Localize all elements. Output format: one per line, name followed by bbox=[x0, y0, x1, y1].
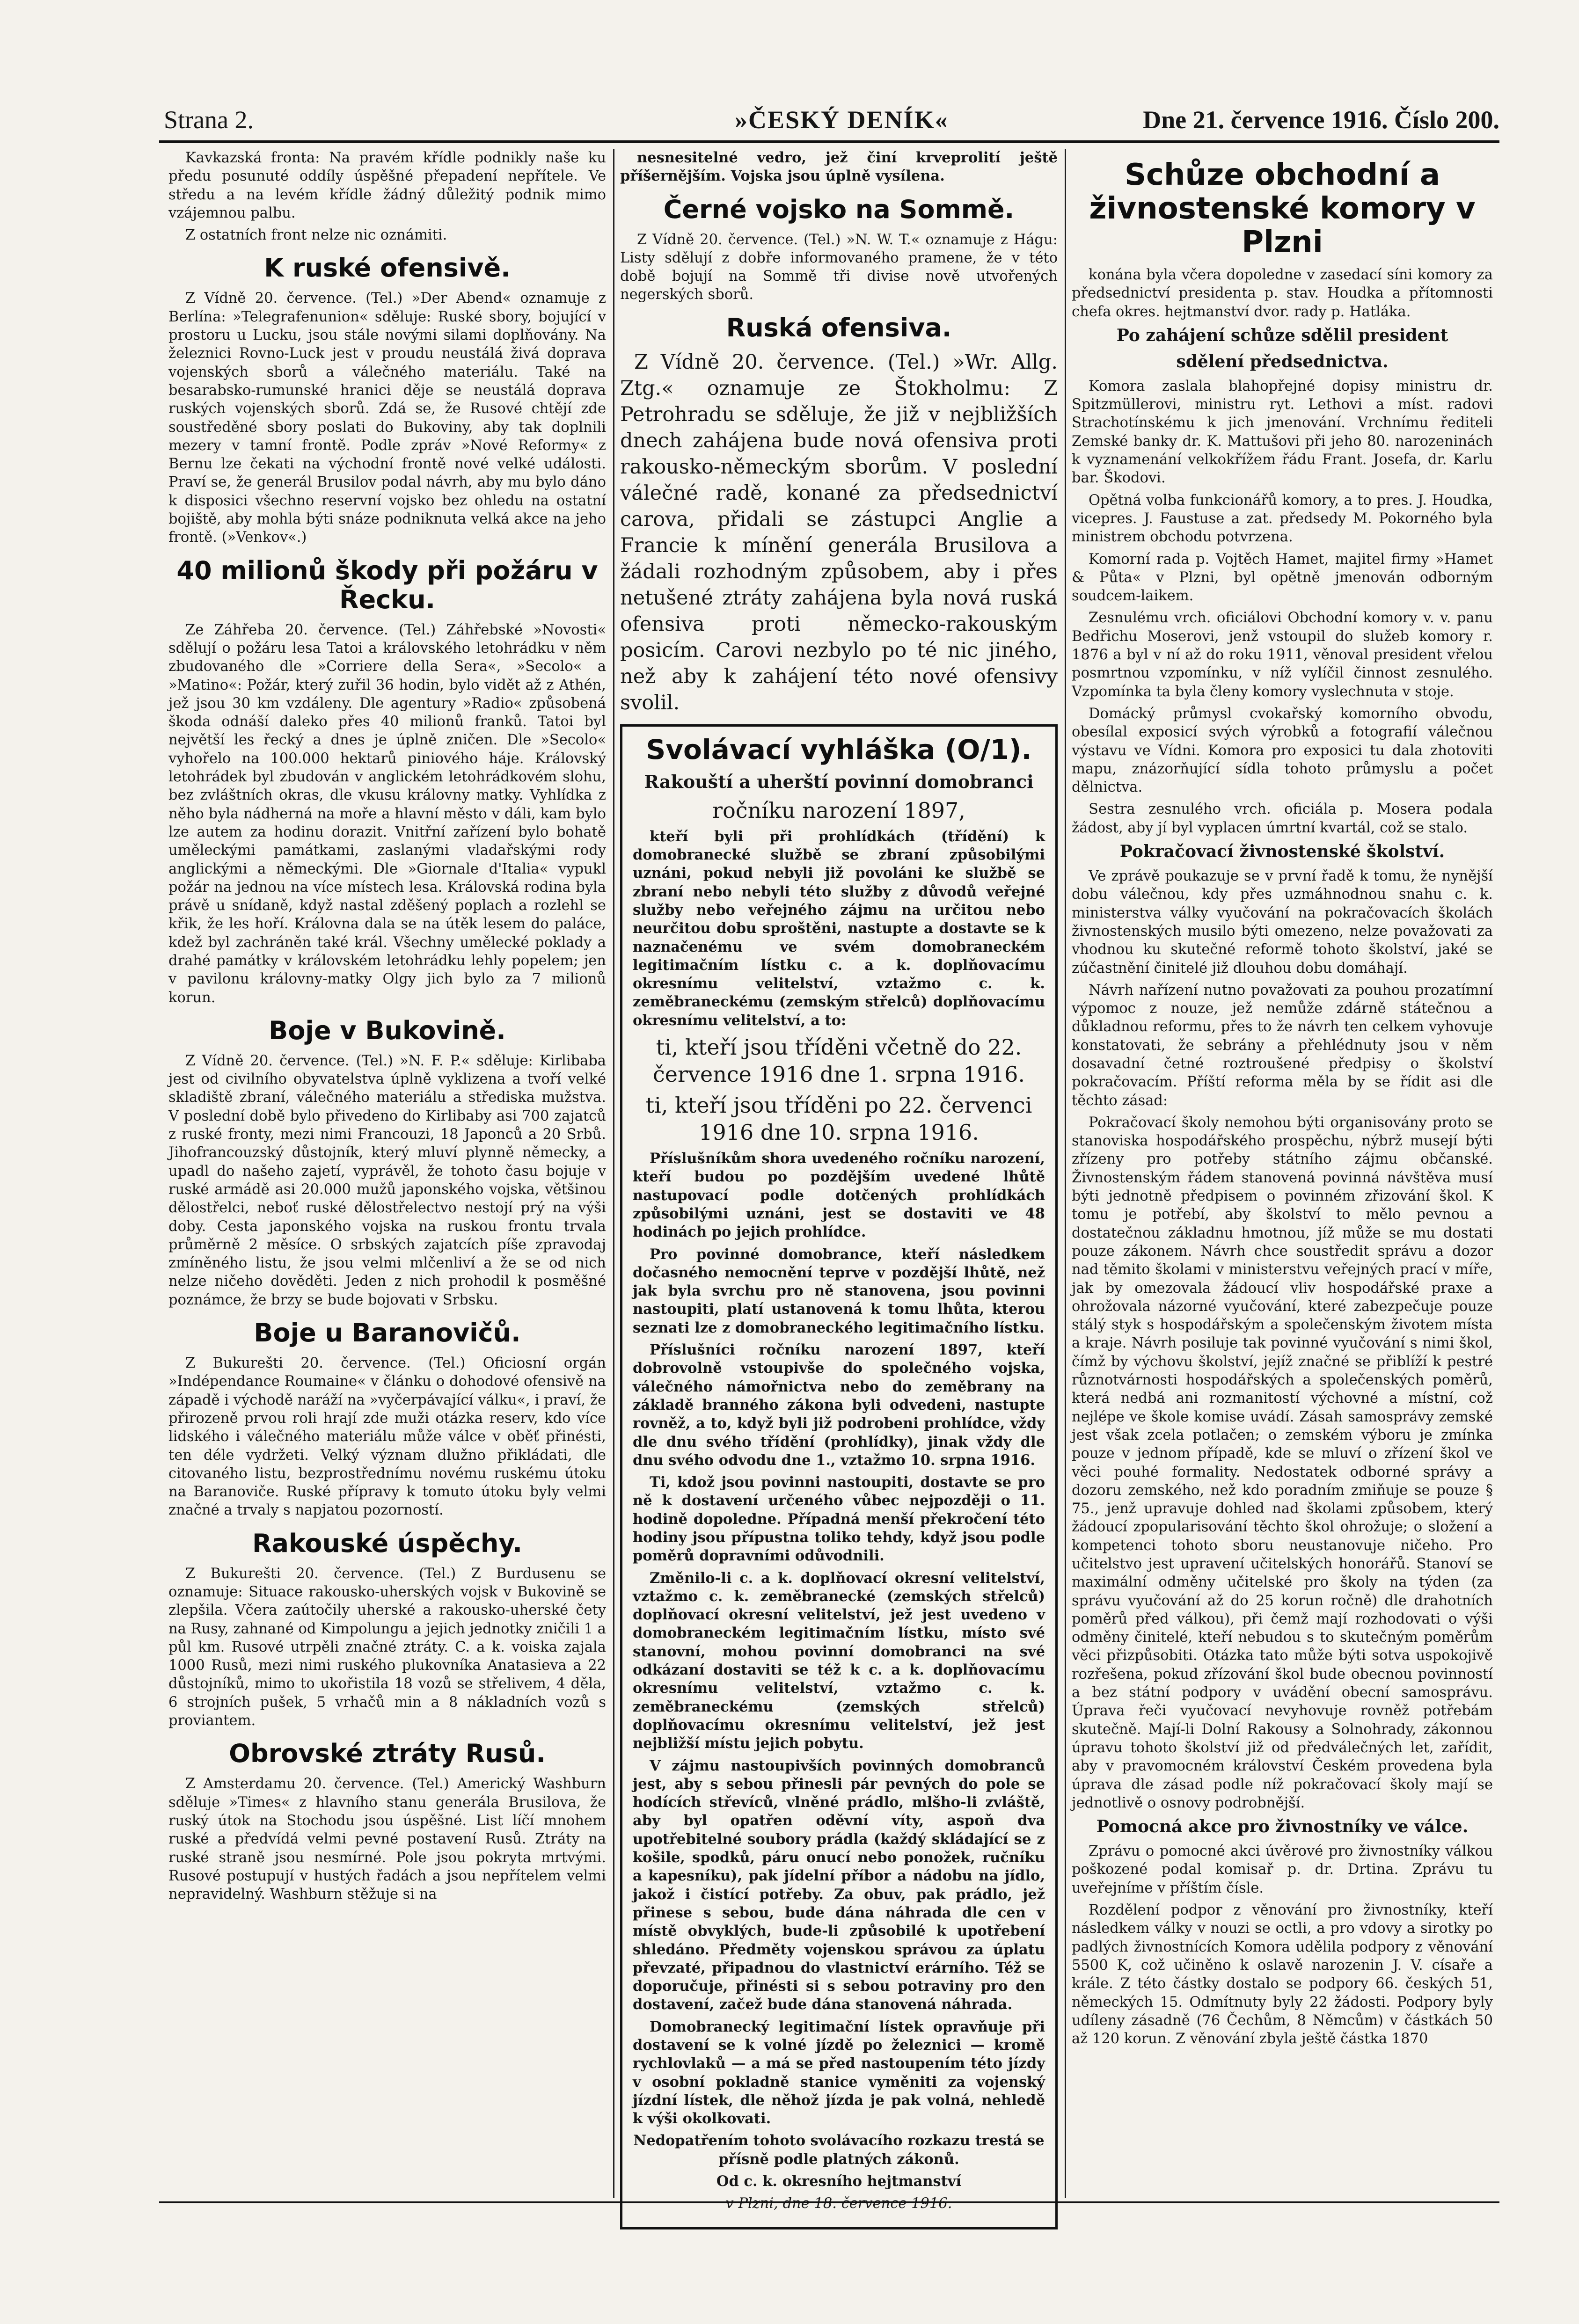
article-uspechy-body: Z Bukurešti 20. července. (Tel.) Z Burdusenu se oznamuje: Situace rakousko-uherských vojsk v Bukovině se zlepšila. Včera zaútočily uherské a rakousko-uherské čety na Rusy, zahnané od Kimpolungu a jejich jednotky zničili 1 a půl km. Rusové utrpěli značné ztráty. C. a k. voiska zajala 1000 Rusů, mezi nimi ruského plukovníka Anatasieva a 22 důstojníků, mimo to ukořistila 18 vozů se střelivem, 4 děla, 6 strojních pušek, 5 vrhačů min a 8 nákladních vozů s proviantem. bbox=[168, 1565, 606, 1729]
schuze-paragraph-2: Komora zaslala blahopřejné dopisy ministru dr. Spitzmüllerovi, ministru ryt. Lethovi a míst. radovi Strachotínskému k jich jmenování. Vrchnímu řediteli Zemské banky dr. K. Mattušovi při jeho 80. narozeninách k vyznamenání velkokřížem řádu Frant. Josefa, dr. Karlu bar. Škodovi. bbox=[1072, 378, 1493, 487]
headline-pomocna-akce: Pomocná akce pro živnostníky ve válce. bbox=[1096, 1817, 1469, 1837]
skolstvi-paragraph-1: Ve zprávě poukazuje se v první řadě k tomu, že nynější dobu válečnou, kdy přes uzmáhnodnou snahu c. k. ministerstva války vyučování na pokračovacích školách živnostenských musilo býti omezeno, nelze považovati za vhodnou ku skutečné reformě tohoto školství, jaké se zúčastnění činitelé již dlouhou dobu domáhají. bbox=[1072, 868, 1493, 976]
notice-lead-2: ročníku narození 1897, bbox=[712, 797, 965, 823]
schuze-subheading-1: Po zahájení schůze sdělil president bbox=[1116, 325, 1448, 345]
notice-paragraph-1: kteří byli při prohlídkách (třídění) k domobranecké službě se zbraní způsobilými uznáni, pokud nebyli již povoláni ke službě se zbraní nebo nebyli této služby z důvodů veřejné služby nebo veřejného zájmu na určitou nebo neurčitou dobu sproštěni, nastupte a dostavte se k naznačenému ve svém domobraneckém legitimačním lístku c. a k. doplňovacímu okresnímu velitelství, vztažmo c. k. zeměbraneckému (zemským střelců) doplňovacímu okresnímu velitelství, a to: bbox=[633, 828, 1045, 1029]
notice-svolavaci-vyhlaska bbox=[620, 724, 1058, 2229]
headline-obrovske-ztraty: Obrovské ztráty Rusů. bbox=[229, 1739, 546, 1769]
headline-boje-v-bukovine: Boje v Bukovině. bbox=[269, 1015, 506, 1045]
notice-paragraph-4: Příslušníci ročníku narození 1897, kteří dobrovolně vstoupivše do společného vojska, válečného námořnictva nebo do zeměbrany na základě branného zákona byli odvedeni, nastupte rovněž, a to, když byli již podrobeni prohlídce, vždy dle dnu svého třídění (prohlídky), jinak vždy dle dnu svého odvodu dne 1., vztažmo 10. srpna 1916. bbox=[633, 1341, 1045, 1469]
schuze-subheading-2: sdělení předsednictva. bbox=[1176, 351, 1389, 372]
article-kavkaz-paragraph-2: Z ostatních front nelze nic oznámiti. bbox=[185, 227, 447, 244]
schuze-paragraph-3: Opětná volba funkcionářů komory, a to pres. J. Houdka, vicepres. J. Faustuse a zat. předsedy M. Pokorného byla ministrem obchodu potvrzena. bbox=[1072, 492, 1493, 546]
notice-place-date: v Plzni, dne 18. července 1916. bbox=[725, 2195, 952, 2212]
headline-boje-u-baranovicu: Boje u Baranovičů. bbox=[254, 1318, 521, 1348]
notice-paragraph-7: V zájmu nastoupivších povinných domobranců jest, aby s sebou přinesli pár pevných do pole se hodících střevíců, vlněné prádlo, mlšho-li zvláště, aby byl opatřen oděvní víty, aspoň dva upotřebitelné soubory prádla (každý skládající se z košile, spodků, páru onucí nebo ponožek, ručníku a kapesníku), pak jídelní příbor a nádobu na jídlo, jakož i čistící potřeby. Za obuv, pak prádlo, jež přinese s sebou, bude dána náhrada dle cen v místě obvyklých, bude-li způsobilé k upotřebení shledáno. Předměty vojenskou správou za úplatu převzaté, připadnou do vlastnictví erárního. Též se doporučuje, přinésti si s sebou potraviny pro den dostavení, začež bude dána stanovená náhrada. bbox=[633, 1757, 1045, 2013]
notice-title: Svolávací vyhláška (O/1). bbox=[646, 733, 1032, 765]
schuze-paragraph-7: Sestra zesnulého vrch. oficiála p. Mosera podala žádost, aby jí byl vyplacen úmrtní kvartál, což se stalo. bbox=[1072, 801, 1493, 836]
headline-rakouske-uspechy: Rakouské úspěchy. bbox=[252, 1528, 523, 1558]
notice-lead-1: Rakouští a uherští povinní domobranci bbox=[644, 771, 1034, 792]
headline-ruska-ofensiva: Ruská ofensiva. bbox=[726, 313, 952, 342]
bottom-rule bbox=[159, 2201, 1499, 2203]
headline-schuze-komory: Schůze obchodní a živnostenské komory v Plzni bbox=[1089, 158, 1476, 260]
headline-40-milionu: 40 milionů škody při požáru v Řecku. bbox=[176, 555, 598, 614]
article-somme-body: Z Vídně 20. července. (Tel.) »N. W. T.« oznamuje z Hágu: Listy sdělují z dobře informovaného pramene, že v této době bojují na Sommě tři divise nově utvořených negerských sborů. bbox=[620, 231, 1058, 303]
column-divider-2 bbox=[1065, 149, 1066, 2198]
schuze-paragraph-6: Domácký průmysl cvokařský komorního obvodu, obesílal exposicí svých výrobků a fotografií válečnou výstavu ve Vídni. Komora pro exposici tu dala zhotoviti mapu, znázorňující sídla tohoto průmyslu a počet dělnictva. bbox=[1072, 705, 1493, 796]
headline-k-ruske-ofensive: K ruské ofensivě. bbox=[264, 253, 511, 283]
article-pozar-body: Ze Záhřeba 20. července. (Tel.) Záhřebské »Novosti« sdělují o požáru lesa Tatoi a královského letohrádku v něm zbudovaného dle »Corriere della Sera«, »Secolo« a »Matino«: Požár, který zuřil 36 hodin, bylo vidět až z Athén, jež jsou 30 km vzdáleny. Dle agentury »Radio« způsobená škoda odnáší daleko přes 40 milionů franků. Tatoi byl největší les řecký a dnes je úplně zničen. Dle »Secolo« vyhořelo na 100.000 hektarů piniového háje. Královský letohrádek byl zbudován v anglickém letohrádkovém slohu, bez zvláštních okras, dle vkusu královny matky. Vyhlídka z něho byla nádherná na moře a hlavní město v dáli, kam bylo lze autem za hodinu dorazit. Vnitřní zařízení bylo bohatě uměleckými památkami, zaslanými vladařskými rody anglickými a německými. Dle »Giornale d'Italia« vypukl požár na jednou na více místech lesa. Královská rodina byla právě u snídaně, když nastal zděšený poplach a rozlehl se křik, že les hoří. Královna dala se na útěk lesem do paláce, kdež byl zachráněn také král. Všechny umělecké poklady a drahé památky v královském letohrádku lehly popelem; jen v pavilonu královny-matky Olgy jich bylo za 7 milionů korun. bbox=[168, 621, 606, 1006]
article-ruske-ofensive-body: Z Vídně 20. července. (Tel.) »Der Abend« oznamuje z Berlína: »Telegrafenunion« sděluje: Ruské sbory, bojující v prostoru u Lucku, jsou stále novými silami doplňovány. Na železnici Rovno-Luck jest v proudu neustálá živá doprava vojenských sborů a válečného materiálu. Také na besarabsko-rumunské hranici děje se neustálá doprava ruských vojenských sborů. Zdá se, že Rusové chtějí zde soustředěné sbory poslati do Bukoviny, aby tak doplnili mezery v tamní frontě. Podle zpráv »Nové Reformy« z Bernu lze čekati na východní frontě nové velké události. Praví se, že generál Brusilov podal návrh, aby mu bylo dáno k disposici všechno reservní vojsko bez ohledu na ostatní bojiště, aby mohla býti snáze podniknuta velká akce na jeho frontě. (»Venkov«.) bbox=[168, 290, 606, 546]
issue-date: Dne 21. července 1916. Číslo 200. bbox=[1143, 106, 1499, 134]
article-bukovina-body: Z Vídně 20. července. (Tel.) »N. F. P.« sděluje: Kirlibaba jest od civilního obyvatelstva úplně vyklizena a tvoří velké skladiště zbraní, válečného materiálu a střediska mužstva. V poslední době bylo přivedeno do Kirlibaby asi 700 zajatců z ruské fronty, mezi nimi Francouzi, 18 Japonců a 20 Srbů. Jihofrancouzský důstojník, který mluví plynně německy, a upadl do našeho zajetí, vyprávěl, že tohoto času bojuje v ruské armádě asi 20.000 mužů japonského vojska, většinou dělostřelci, neboť ruské dělostřelectvo nestojí prý na výši doby. Cesta japonského vojska na ruskou frontu trvala průměrně 2 měsíce. O srbských zajatcích píše zpravodaj zmíněného listu, že jsou velmi mlčenliví a že se od nich nelze ničeho dověděti. Jeden z nich prohodil k posměšné poznámce, že brzy se bude bojovati v Srbsku. bbox=[168, 1052, 606, 1308]
column-2 bbox=[620, 149, 1058, 2212]
article-ztraty-body: Z Amsterdamu 20. července. (Tel.) Americký Washburn sděluje »Times« z hlavního stanu generála Brusilova, že ruský útok na Stochodu jsou úspěšné. List líčí mnohem ruské a předvídá velmi pevné postavení Rusů. Ztráty na ruské straně jsou nesmírné. Pole jsou pokryta mrtvými. Rusové postupují v hustých řadách a jsou nepřítelem velmi nepravidelný. Washburn stěžuje si na bbox=[168, 1776, 606, 1903]
headline-cerne-vojsko: Černé vojsko na Sommě. bbox=[663, 194, 1015, 224]
notice-date-2: ti, kteří jsou tříděni po 22. červenci 1916 dne 10. srpna 1916. bbox=[645, 1093, 1032, 1145]
notice-paragraph-5: Ti, kdož jsou povinni nastoupiti, dostavte se pro ně k dostavení určeného vůbec nejpozději o 11. hodině dopoledne. Případná menší překročení této hodiny jsou přípustna toliko tehdy, když jsou podle poměrů dopravními odůvodnili. bbox=[633, 1474, 1045, 1565]
schuze-paragraph-1: konána byla včera dopoledne v zasedací síni komory za předsednictví presidenta p. stav. Houdka a přítomnosti chefa okres. hejtmanství dvor. rady p. Hatláka. bbox=[1072, 267, 1493, 320]
article-baranovici-body: Z Bukurešti 20. července. (Tel.) Oficiosní orgán »Indépendance Roumaine« v článku o dohodové ofensivě na západě i východě naráží na »vyčerpávající válku«, i praví, že přirozeně prvou roli hrají zde muži otázka reserv, kdo více lidského i válečného materiálu může válce v oběť přinésti, ten déle vydržeti. Velký význam dlužno přikládati, dle citovaného listu, bezprostřednímu novému ruskému útoku na Baranoviče. Ruské přípravy k tomuto útoku byly velmi značné a trvaly s napjatou pozorností. bbox=[168, 1355, 606, 1519]
schuze-paragraph-4: Komorní rada p. Vojtěch Hamet, majitel firmy »Hamet & Půta« v Plzni, byl opětně jmenován odborným soudcem-laikem. bbox=[1072, 551, 1493, 605]
notice-signature: Od c. k. okresního hejtmanství bbox=[716, 2173, 962, 2190]
article-kavkaz-paragraph: Kavkazská fronta: Na pravém křídle podnikly naše ku předu posunuté oddíly úspěšné přepadení nepřítele. Ve středu a na levém křídle žádný důležitý podnik mimo vzájemnou palbu. bbox=[168, 150, 606, 221]
notice-date-1: ti, kteří jsou tříděni včetně do 22. července 1916 dne 1. srpna 1916. bbox=[653, 1035, 1025, 1087]
notice-paragraph-2: Příslušníkům shora uvedeného ročníku narození, kteří budou po pozdějším uvedené lhůtě nastupovací podle dotčených prohlídkách způsobilými uznáni, jest se dostaviti ve 48 hodinách po jejich prohlídce. bbox=[633, 1150, 1045, 1241]
column-3 bbox=[1072, 149, 1493, 2198]
notice-paragraph-8: Domobranecký legitimační lístek opravňuje při dostavení se k volné jízdě po železnici — kromě rychlovlaků — a má se před nastoupením této jízdy v osobní pokladně stanice vyměniti za vojenský jízdní lístek, dle něhož jízda je pak volná, nehledě k výši okolkovati. bbox=[633, 2018, 1045, 2127]
notice-paragraph-3: Pro povinné domobrance, kteří následkem dočasného nemocnění teprve v pozdější lhůtě, než jak byla svrchu pro ně stanovena, jsou povinni nastoupiti, platí ustanovená k tomu lhůta, kterou seznati lze z domobraneckého legitimačního lístku. bbox=[633, 1246, 1045, 1336]
skolstvi-paragraph-3: Pokračovací školy nemohou býti organisovány proto se stanoviska hospodářského prospěchu, nýbrž musejí býti zřízeny pro potřeby státního zájmu občanské. Živnostenským řádem stanovená povinná návštěva musí býti jednotně předpisem o povinném zřizování škol. K tomu je potřebí, aby školství to mělo pevnou a dostatečnou základnu hmotnou, jíž může se mu dostati pouze zákonem. Návrh chce soustředit správu a dozor nad těmito školami v ministerstvu veřejných prací v míře, jak by omezovala žádoucí vliv hospodářské praxe a ohrožovala názorné vyučování, které zabezpečuje pouze stálý styk s hospodářským a společenským životem místa a kraje. Návrh posiluje tak povinné vyučování s nimi škol, čímž by výchovu školství, jejíž značné se přiblíží k pestré různotvárnosti hospodářských a společenských poměrů, která nedbá ani rozmanitostí výchovné a místní, což nejlépe ve škole komise uvádí. Zásah samosprávy zemské jest však zcela potlačen; o zemském výboru je zmínka pouze v jednom případě, kde se mluví o zřízení škol ve věci pouhé formality. Nedostatek odborné správy a dozoru zemského, než kdo poradním zmiňuje se pouze § 75., jenž upravuje dohled nad školami způsobem, který žádoucí zpopularisování těchto škol ohrožuje; o složení a kompetenci tohoto sboru neustanovuje ničeho. Pro učitelstvo jest upravení učitelských honorářů. Stanoví se maximální odměny učitelské pro školy na týden (za správu vyučování až do 25 korun ročně) dle drahotních poměrů před válkou), při čemž mají rozhodovati o výši odměny činitelé, kteří nebudou s to skutečným poměrům věci přizpůsobiti. Otázka tato může býti sotva uspokojivě rozřešena, pokud zřízování škol bude obecnou povinností a bez státní podpory v uvádění obecní samosprávu. Úprava řeči vyučovací nevyhovuje rovněž potřebám skutečně. Mají-li Dolní Rakousy a Solnohrady, zákonnou úpravu tohoto školství již od předválečných let, zařídit, aby v pravomocném království Českém provedena byla úprava dle zásad podle níž pokračovací školy mají se jednotlivě o osnovy podrobnější. bbox=[1072, 1114, 1493, 1811]
page-number: Strana 2. bbox=[164, 106, 254, 134]
masthead-rule bbox=[159, 140, 1499, 143]
masthead bbox=[159, 101, 1499, 138]
newspaper-title: »ČESKÝ DENÍK« bbox=[735, 106, 949, 134]
article-continuation: nesnesitelné vedro, jež činí krveprolití ještě příšernějším. Vojska jsou úplně vysílena. bbox=[620, 149, 1058, 185]
pomocna-paragraph-1: Zprávu o pomocné akci úvěrové pro živnostníky válkou poškozené podal komisař p. dr. Drtina. Zprávu tu uveřejníme v příštím čísle. bbox=[1072, 1843, 1493, 1896]
pomocna-paragraph-2: Rozdělení podpor z věnování pro živnostníky, kteří následkem války v nouzi se octli, a pro vdovy a sirotky po padlých živnostnících Komora udělila podpory z věnování 5500 K, což učiněno k oslavě narozenin J. V. císaře a krále. Z této částky dostalo se podpory 66. českých 51, německých 15. Odmítnuty byly 22 žádosti. Podpory byly udíleny zásadně (76 Čechům, 8 Němcům) v částkách 50 až 120 korun. Z věnování zbyla ještě částka 1870 bbox=[1072, 1902, 1493, 2047]
column-1 bbox=[168, 149, 606, 2198]
skolstvi-paragraph-2: Návrh nařízení nutno považovati za pouhou prozatímní výpomoc z nouze, jež nemůže zdárně státečnou a důkladnou reformu, přes to že návrh ten celkem vyhovuje konstatovati, že sebrány a přehlédnuty jsou v něm dosavadní četné roztroušené předpisy o školství pokračovacím. Příští reforma měla by se řídit asi dle těchto zásad: bbox=[1072, 982, 1493, 1109]
notice-paragraph-6: Změnilo-li c. a k. doplňovací okresní velitelství, vztažmo c. k. zeměbranecké (zemských střelců) doplňovací okresní velitelství, jež jest uvedeno v domobraneckém legitimačním lístku, místo své stanovní, mohou povinní domobranci na své odkázaní dostaviti se též k c. a k. doplňovacímu okresnímu velitelství, vztažmo c. k. zeměbraneckému (zemských střelců) doplňovacímu okresnímu velitelství, jež jest nejbližší místu jejich pobytu. bbox=[633, 1569, 1045, 1752]
column-divider-1 bbox=[613, 149, 614, 2198]
notice-paragraph-9: Nedopatřením tohoto svolávacího rozkazu trestá se přísně podle platných zákonů. bbox=[633, 2132, 1045, 2168]
headline-pokracovaci-skolstvi: Pokračovací živnostenské školství. bbox=[1119, 842, 1445, 862]
article-ruska-ofensiva-body: Z Vídně 20. července. (Tel.) »Wr. Allg. Ztg.« oznamuje ze Štokholmu: Z Petrohradu se sděluje, že již v nejbližších dnech zahájena bude nová ofensiva proti rakousko-německým sborům. V poslední válečné radě, konané za předsednictví carova, přidali se zástupci Anglie a Francie k mínění generála Brusilova a žádali rozhodným způsobem, aby i přes netušené ztráty zahájena byla nová ruská ofensiva proti německo-rakouským posicím. Carovi nezbylo po té nic jiného, než aby k zahájení této nové ofensivy svolil. bbox=[620, 350, 1058, 714]
schuze-paragraph-5: Zesnulému vrch. oficiálovi Obchodní komory v. v. panu Bedřichu Moserovi, jenž vstoupil do služeb komory r. 1876 a byl v ní až do roku 1911, věnoval president vřelou posmrtnou vzpomínku, v níž vylíčil činnost zesnulého. Vzpomínka ta byla členy komory vyslechnuta v stoje. bbox=[1072, 610, 1493, 700]
